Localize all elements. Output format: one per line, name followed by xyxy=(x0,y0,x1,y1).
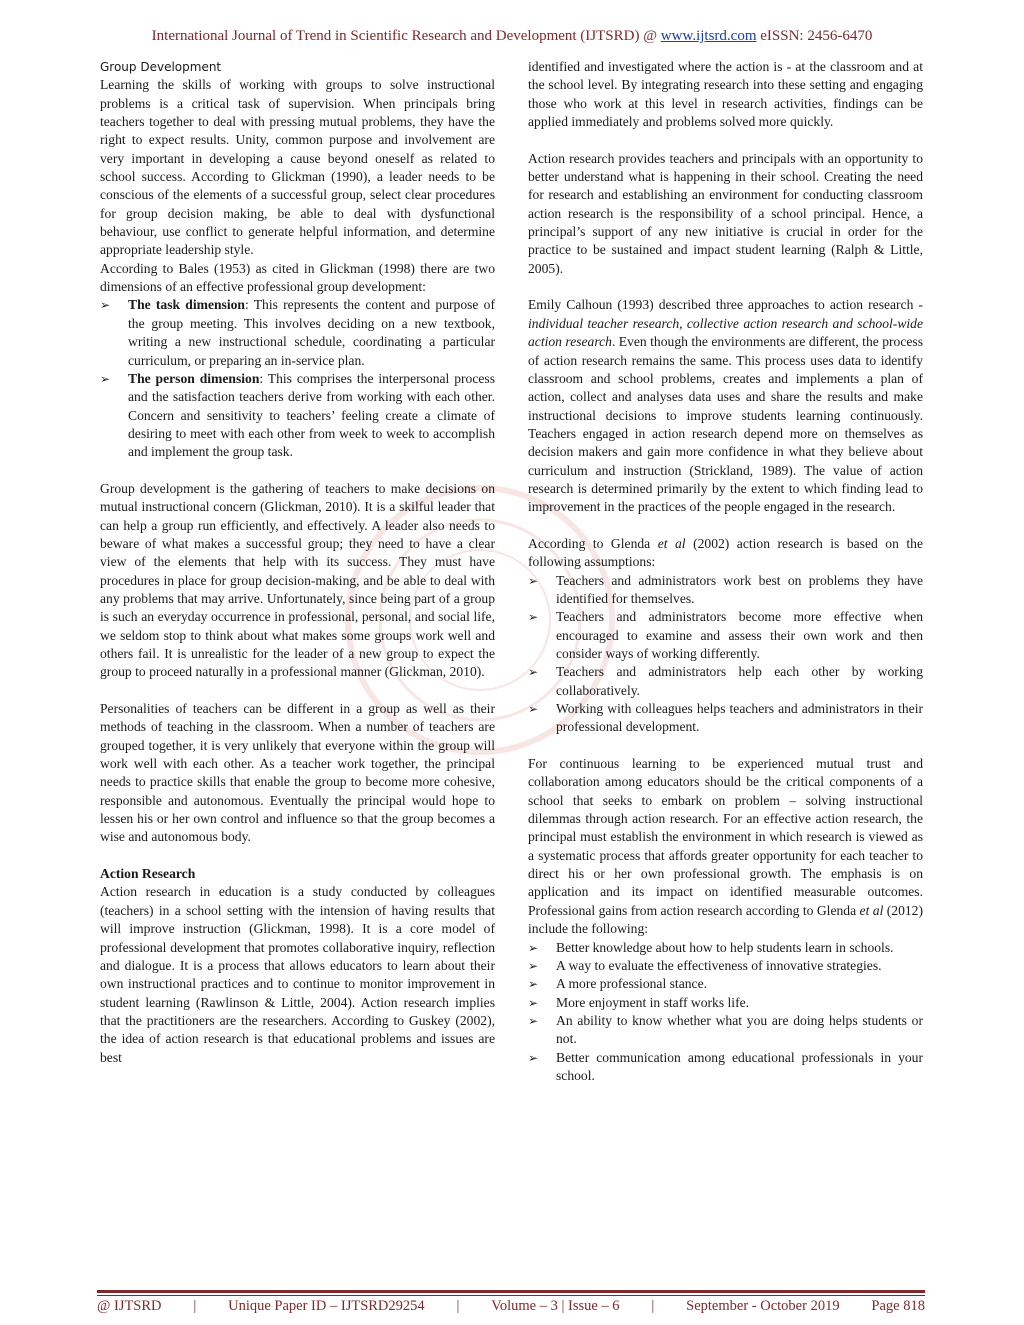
footer-separator: | xyxy=(651,1298,655,1314)
gains-list xyxy=(528,939,923,1086)
list-item: ➢ Better communication among educational professionals in your school. xyxy=(528,1049,923,1086)
paragraph: Group development is the gathering of teachers to make decisions on mutual instructional concern (Glickman, 2010). It is a skilful leader that can help a group run efficiently, and effectively. A leader also needs to beware of what makes a successful group; they need to have a clear view of the elements that help with its success. They must have procedures in place for group decision-making, and be able to deal with any problems that may arrive. Unfortunately, since being part of a group is such an everyday occurrence in professional, personal, and social life, we seldom stop to think about what makes some groups work well and others fail. It is unrealistic for the leader of a new group to expect the group to proceed naturally in a professional manner (Glickman, 2010). xyxy=(100,480,495,680)
right-column xyxy=(528,58,923,1085)
footer-separator: | xyxy=(456,1298,460,1314)
footer-rule xyxy=(97,1295,925,1296)
list-item: ➢ An ability to know whether what you are doing helps students or not. xyxy=(528,1012,923,1049)
list-item: ➢ Better knowledge about how to help students learn in schools. xyxy=(528,939,923,957)
definition: : This comprises the interpersonal process and the satisfaction teachers derive from working with each other. Concern and sensitivity to teachers’ feeling create a climate of desiring to meet with each other from week to week to accomplish and implement the group task. xyxy=(128,370,495,460)
journal-url-link[interactable]: www.ijtsrd.com xyxy=(660,28,757,44)
page-header xyxy=(0,28,1024,45)
list-item xyxy=(100,296,495,369)
journal-name: International Journal of Trend in Scientific Research and Development (IJTSRD) @ xyxy=(151,28,658,44)
paragraph: According to Bales (1953) as cited in Glickman (1998) there are two dimensions of an effective professional group development: xyxy=(100,260,495,295)
footer-site: @ IJTSRD xyxy=(97,1298,162,1314)
list-item xyxy=(100,370,495,462)
paragraph: According to Glenda et al (2002) action research is based on the following assumptions: xyxy=(528,535,923,570)
list-item: ➢ More enjoyment in staff works life. xyxy=(528,994,923,1012)
paragraph: Personalities of teachers can be different in a group as well as their methods of teaching in the classroom. When a number of teachers are grouped together, it is very unlikely that everyone within the group will work well with each other. As a teacher work together, the principal needs to practice skills that enable the group to become more cohesive, responsible and autonomous. Eventually the principal would hope to lessen his or her own control and influence so that the group becomes a wise and autonomous body. xyxy=(100,701,495,845)
paragraph: identified and investigated where the action is - at the classroom and at the school level. By integrating research into these setting and engaging those who work at this level in research activities, findings can be applied immediately and problems solved more quickly. xyxy=(528,59,923,130)
term: The person dimension xyxy=(128,370,260,386)
list-item: ➢ A way to evaluate the effectiveness of innovative strategies. xyxy=(528,957,923,975)
section-heading: Action Research xyxy=(100,866,196,882)
list-item: ➢ Teachers and administrators work best on problems they have identified for themselves. xyxy=(528,572,923,609)
definition: : This represents the content and purpose of the group meeting. This involves deciding on a new textbook, writing a new instructional schedule, coordinating a particular curriculum, or preparing an in-service plan. xyxy=(128,297,496,368)
section-subheading: Group Development xyxy=(100,60,222,74)
list-item: ➢ Teachers and administrators help each other by working collaboratively. xyxy=(528,663,923,700)
paragraph: Learning the skills of working with groups to solve instructional problems is a critical task of supervision. When principals bring teachers together to deal with pressing mutual problems, they have the right to expect results. Unity, common purpose and involvement are very important in developing a cause beyond oneself as related to school success. According to Glickman (1990), a leader needs to be conscious of the elements of a successful group, select clear procedures for group decision making, be able to deal with dysfunctional behaviour, use conflict to generate helpful information, and determine appropriate leadership style. xyxy=(100,77,495,258)
paragraph: Action research in education is a study conducted by colleagues (teachers) in a school setting with the intension of having results that will improve instruction (Glickman, 1998). It is a core model of professional development that promotes collaborative inquiry, reflection and dialogue. It is a process that allows educators to learn about their own instructional practices and to continue to monitor improvement in student learning (Rawlinson & Little, 2004). Action research implies that the practitioners are the researchers. According to Guskey (2002), the idea of action research is that educational problems and issues are best xyxy=(100,884,495,1065)
left-column xyxy=(100,58,495,1067)
list-item: ➢ A more professional stance. xyxy=(528,975,923,993)
journal-issn: eISSN: 2456-6470 xyxy=(760,28,873,44)
assumption-list xyxy=(528,572,923,737)
term: The task dimension xyxy=(128,297,245,313)
paragraph: Emily Calhoun (1993) described three approaches to action research - individual teacher research, collective action research and school-wide action research. Even though the environments are different, the process of action research remains the same. This process uses data to identify classroom and school problems, creates and implements a plan of action, collect and analyses data uses and share the results and make instructional decisions to improve students learning continuously. Teachers engaged in action research depend more on themselves as decision makers and gain more confidence in what they believe about curriculum and instruction (Strickland, 1989). The value of action research is determined primarily by the extent to which finding lead to improvement in the practices of the people engaged in the research. xyxy=(528,297,923,515)
footer-rule xyxy=(97,1290,925,1293)
footer-date: September - October 2019 xyxy=(686,1298,840,1314)
paragraph: Action research provides teachers and principals with an opportunity to better understand what is happening in their school. Creating the need for research and establishing an environment for conducting classroom action research is the responsibility of a school principal. Hence, a principal’s support of any new initiative is crucial in order for the practice to be sustained and impact student learning (Ralph & Little, 2005). xyxy=(528,150,923,276)
page-footer xyxy=(97,1298,925,1315)
dimension-list xyxy=(100,296,495,461)
paragraph: For continuous learning to be experienced mutual trust and collaboration among educators should be the critical components of a school that seeks to embark on problem – solving instructional dilemmas through action research. For an effective action research, the principal must establish the environment in which research is viewed as a systematic process that affords greater opportunity for each teacher to direct his or her own professional growth. The emphasis is on application and its impact on identified measurable outcomes. Professional gains from action research according to Glenda et al (2012) include the following: xyxy=(528,756,923,937)
list-item: ➢ Teachers and administrators become more effective when encouraged to examine and assess their own work and then consider ways of working differently. xyxy=(528,608,923,663)
footer-volume: Volume – 3 | Issue – 6 xyxy=(491,1298,620,1314)
footer-paper-id: Unique Paper ID – IJTSRD29254 xyxy=(228,1298,425,1314)
list-item: ➢ Working with colleagues helps teachers and administrators in their professional development. xyxy=(528,700,923,737)
footer-page: Page 818 xyxy=(871,1298,925,1314)
footer-separator: | xyxy=(193,1298,197,1314)
